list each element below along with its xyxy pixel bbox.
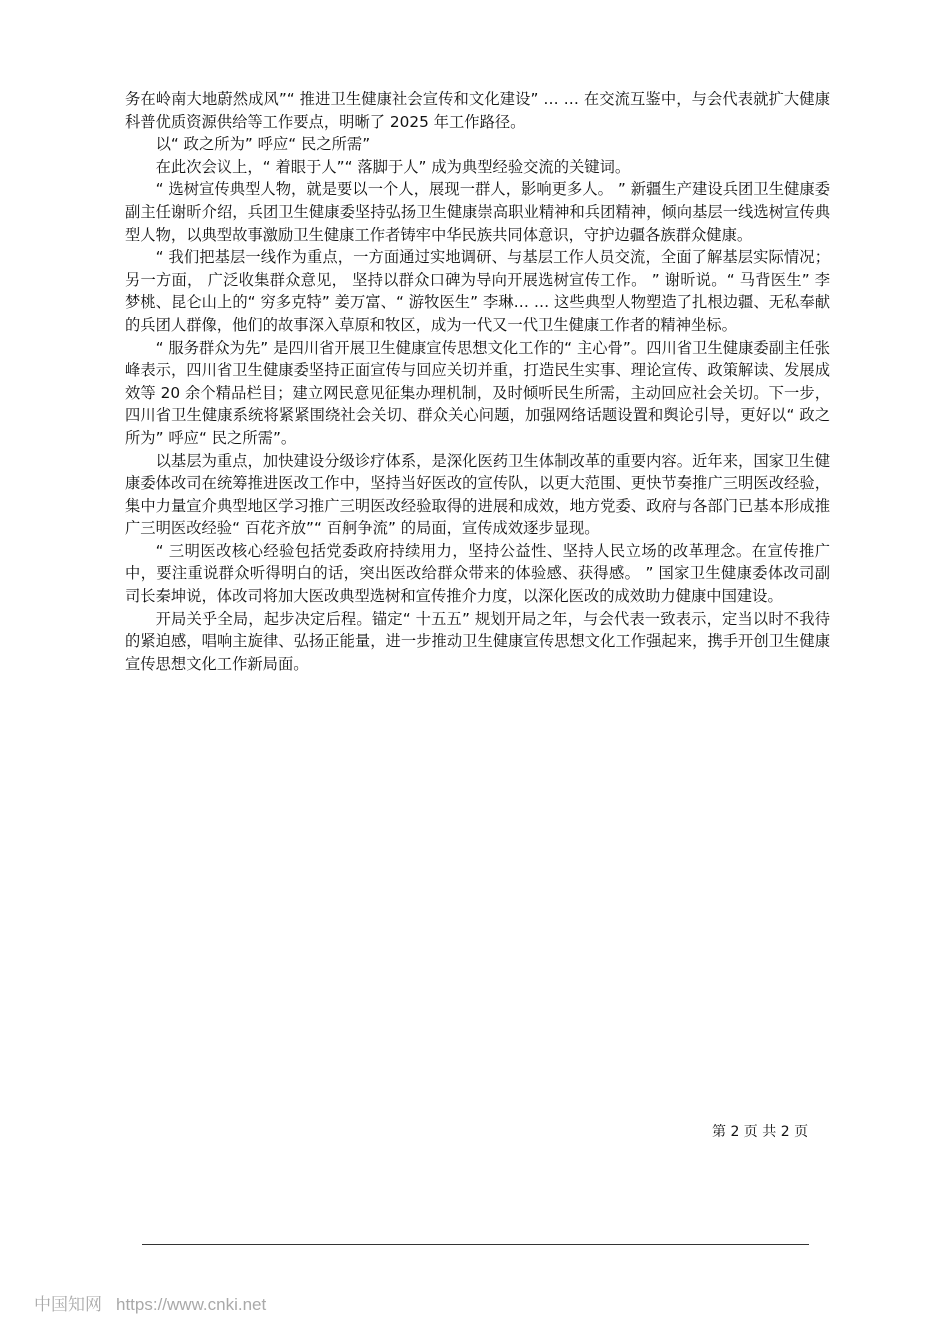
article-paragraph: 务在岭南大地蔚然成风”“ 推进卫生健康社会宣传和文化建设” … … 在交流互鉴中，与会代表就扩大健康科普优质资源供给等工作要点，明晰了 2025 年工作路径。 [125,90,830,131]
article-paragraph: “ 服务群众为先” 是四川省开展卫生健康宣传思想文化工作的“ 主心骨”。四川省卫生健康委副主任张峰表示，四川省卫生健康委坚持正面宣传与回应关切并重，打造民生实事、理论宣传、政策解读、发展成效等 20 余个精品栏目；建立网民意见征集办理机制，及时倾听民生所需，主动回应社会关切。下一步，四川省卫生健康系统将紧紧围绕社会关切、群众关心问题，加强网络话题设置和舆论引导，更好以“ 政之所为” 呼应“ 民之所需”。 [125,338,830,447]
article-paragraph: “ 我们把基层一线作为重点，一方面通过实地调研、与基层工作人员交流，全面了解基层实际情况； 另一方面， 广泛收集群众意见， 坚持以群众口碑为导向开展选树宣传工作。 ” 谢昕说。“ 马背医生” 李梦桃、昆仑山上的“ 穷多克特” 姜万富、“ 游牧医生” 李琳… … 这些典型人物塑造了扎根边疆、无私奉献的兵团人群像，他们的故事深入草原和牧区，成为一代又一代卫生健康工作者的精神坐标。 [125,248,830,334]
article-paragraph: 开局关乎全局，起步决定后程。锚定“ 十五五” 规划开局之年，与会代表一致表示，定当以时不我待的紧迫感，唱响主旋律、弘扬正能量，进一步推动卫生健康宣传思想文化工作强起来，携手开创卫生健康宣传思想文化工作新局面。 [125,609,830,673]
section-heading: 以“ 政之所为” 呼应“ 民之所需” [155,135,371,154]
article-paragraph: “ 三明医改核心经验包括党委政府持续用力，坚持公益性、坚持人民立场的改革理念。在宣传推广中，要注重说群众听得明白的话，突出医改给群众带来的体验感、获得感。 ” 国家卫生健康委体改司副司长秦坤说，体改司将加大医改典型选树和宣传推介力度，以深化医改的成效助力健康中国建设。 [125,541,830,606]
watermark-url: https://www.cnki.net [116,1295,267,1314]
page-number: 第 2 页 共 2 页 [712,1124,809,1140]
cnki-watermark [34,1294,266,1316]
article-paragraph: 在此次会议上，“ 着眼于人”“ 落脚于人” 成为典型经验交流的关键词。 [155,157,631,176]
watermark-brand: 中国知网 [34,1295,102,1314]
article-body [125,88,830,675]
footer-divider [142,1244,809,1245]
article-paragraph: “ 选树宣传典型人物，就是要以一个人，展现一群人，影响更多人。 ” 新疆生产建设兵团卫生健康委副主任谢昕介绍，兵团卫生健康委坚持弘扬卫生健康崇高职业精神和兵团精神，倾向基层一线选树宣传典型人物，以典型故事激励卫生健康工作者铸牢中华民族共同体意识，守护边疆各族群众健康。 [125,180,830,244]
article-paragraph: 以基层为重点，加快建设分级诊疗体系，是深化医药卫生体制改革的重要内容。近年来，国家卫生健康委体改司在统筹推进医改工作中，坚持当好医改的宣传队，以更大范围、更快节奏推广三明医改经验，集中力量宣介典型地区学习推广三明医改经验取得的进展和成效，地方党委、政府与各部门已基本形成推广三明医改经验“ 百花齐放”“ 百舸争流” 的局面，宣传成效逐步显现。 [125,451,830,538]
